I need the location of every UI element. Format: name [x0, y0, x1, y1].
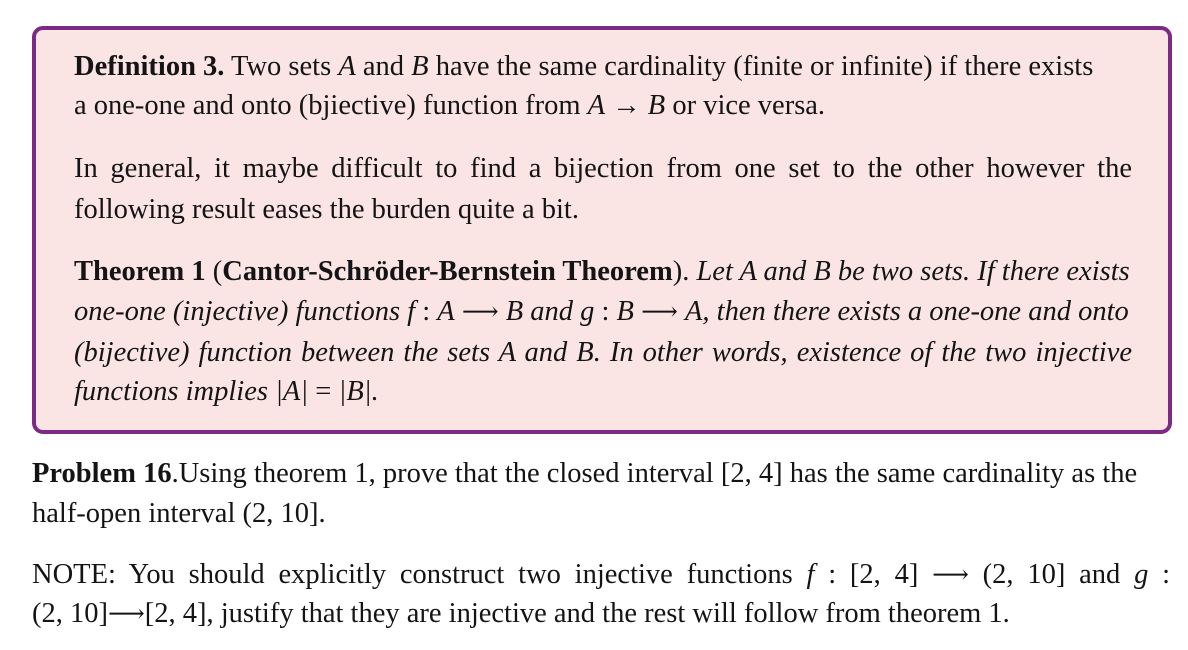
theorem-line-2: one-one (injective) functions f : A ⟶ B and g : B ⟶ A, then there exists a one-one and onto — [74, 296, 1129, 327]
theorem-name: Cantor-Schröder-Bernstein Theorem — [222, 256, 673, 287]
problem-label: Problem 16 — [32, 458, 172, 489]
theorem-line-4: functions implies |A| = |B|. — [74, 376, 379, 407]
paragraph-line-2: following result eases the burden quite a bit. — [74, 194, 579, 225]
definition-label: Definition 3. — [74, 51, 225, 82]
theorem-line-3: (bijective) function between the sets A and B. In other words, existence of the two injective — [74, 337, 1132, 368]
definition-theorem-box — [32, 26, 1172, 434]
paragraph-line-1: In general, it maybe difficult to find a bijection from one set to the other however the — [74, 153, 1132, 184]
definition-line-1: Definition 3. Two sets A and B have the same cardinality (finite or infinite) if there exists — [74, 51, 1094, 82]
problem-line-1: Problem 16.Using theorem 1, prove that the closed interval [2, 4] has the same cardinality as the — [32, 458, 1138, 489]
problem-line-2: half-open interval (2, 10]. — [32, 498, 326, 529]
note-line-1: NOTE: You should explicitly construct two injective functions f : [2, 4] ⟶ (2, 10] and g : — [32, 559, 1171, 590]
note-line-2: (2, 10]⟶[2, 4], justify that they are injective and the rest will follow from theorem 1. — [32, 598, 1010, 629]
theorem-label: Theorem 1 — [74, 256, 206, 287]
definition-line-2: a one-one and onto (bjiective) function from A → B or vice versa. — [74, 90, 826, 121]
theorem-line-1: Theorem 1 (Cantor-Schröder-Bernstein Theorem). Let A and B be two sets. If there exists — [74, 256, 1130, 287]
